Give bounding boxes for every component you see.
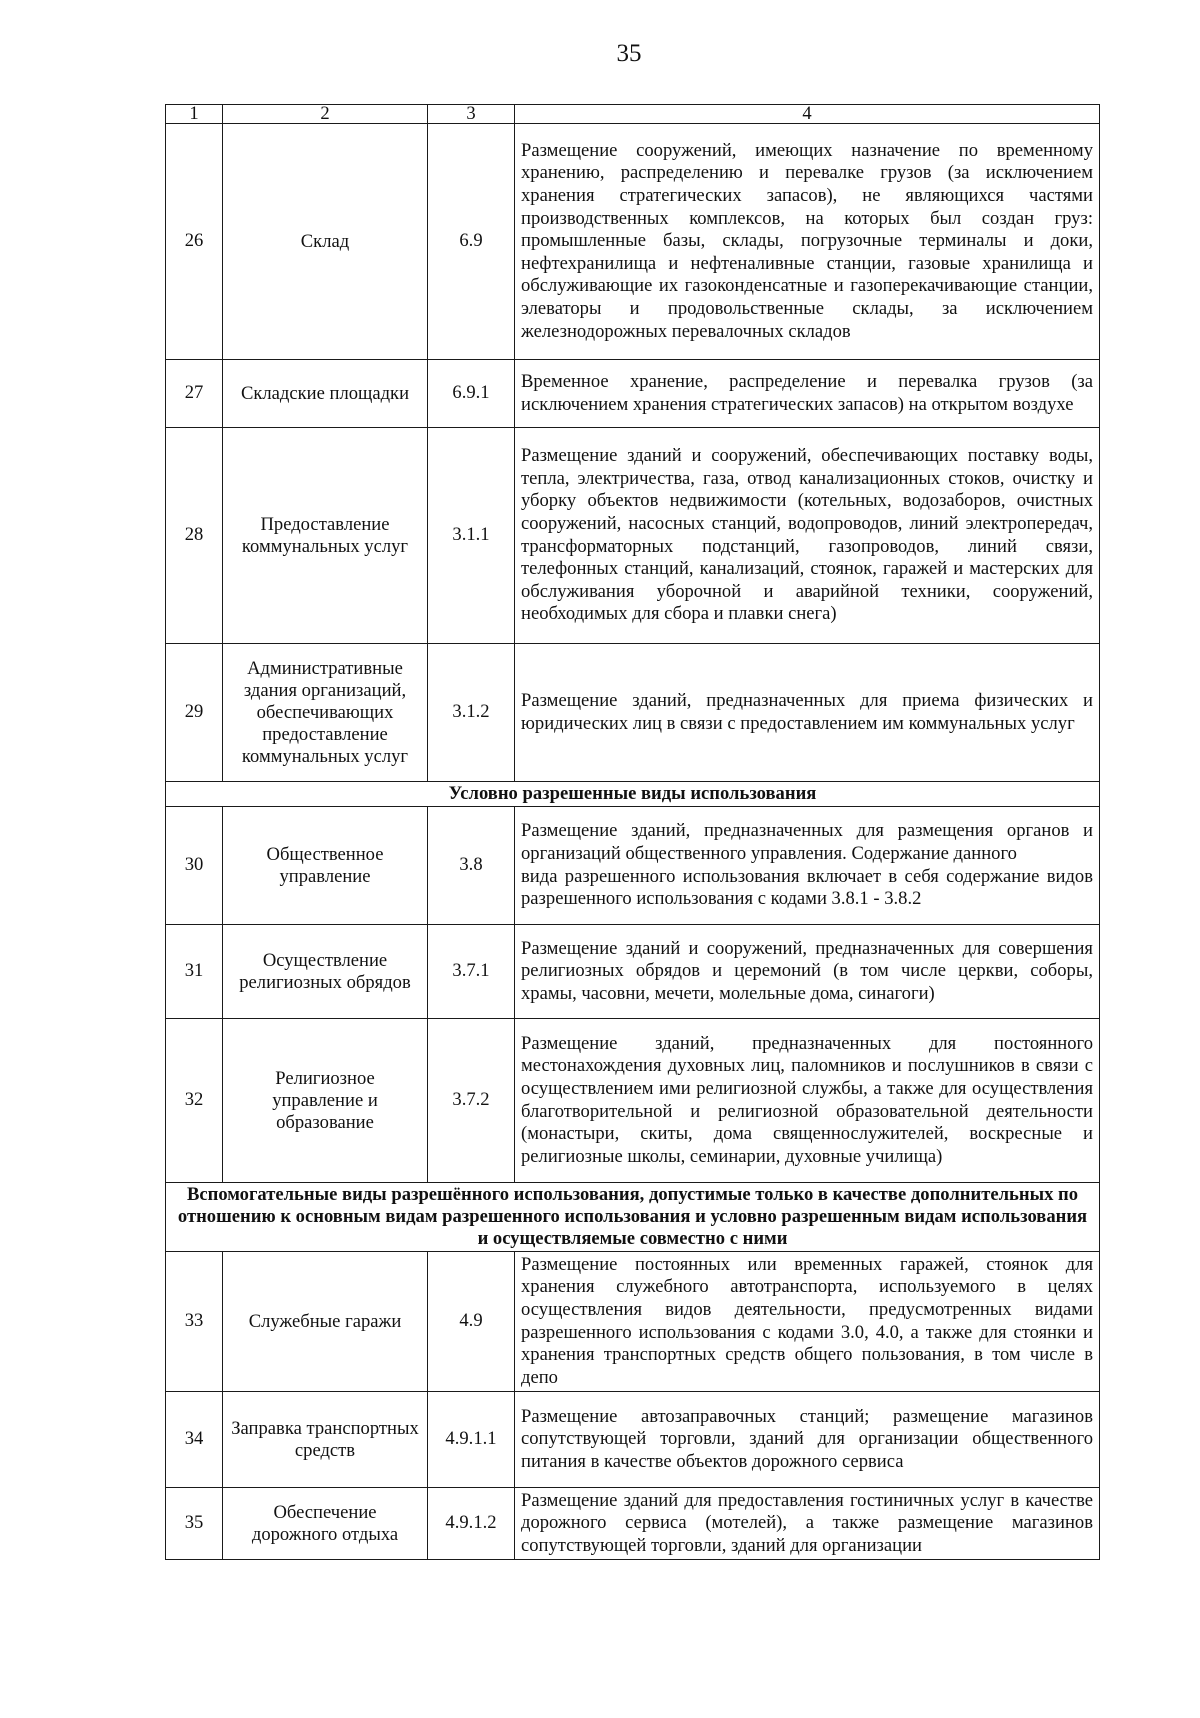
- use-description-part: вида разрешенного использования включает в себя содержание видов разрешенного использования с кодами 3.8.1 - 3.8.2: [521, 865, 1093, 910]
- use-name: Предоставление коммунальных услуг: [223, 428, 428, 644]
- row-number: 30: [166, 807, 223, 925]
- use-name: Служебные гаражи: [223, 1252, 428, 1392]
- use-name: Религиозное управление и образование: [223, 1019, 428, 1183]
- row-number: 28: [166, 428, 223, 644]
- use-name: Общественное управление: [223, 807, 428, 925]
- use-code: 4.9.1.2: [428, 1488, 515, 1560]
- use-description: [515, 807, 1100, 925]
- use-description: Размещение зданий и сооружений, обеспечивающих поставку воды, тепла, электричества, газа, отвод канализационных стоков, очистку и уборку объектов недвижимости (котельных, водозаборов, очистных сооружений, насосных станций, водопроводов, линий электропередач, трансформаторных подстанций, газопроводов, линий связи, телефонных станций, канализаций, стоянок, гаражей и мастерских для обслуживания уборочной и аварийной техники, сооружений, необходимых для сбора и плавки снега): [515, 428, 1100, 644]
- table-row: [166, 1392, 1100, 1488]
- use-description: Размещение сооружений, имеющих назначение по временному хранению, распределению и перевалке грузов (за исключением хранения стратегических запасов), не являющихся частями производственных комплексов, на которых был создан груз: промышленные базы, склады, погрузочные терминалы и доки, нефтехранилища и нефтеналивные станции, газовые хранилища и обслуживающие их газоконденсатные и газоперекачивающие станции, элеваторы и продовольственные склады, за исключением железнодорожных перевалочных складов: [515, 124, 1100, 360]
- row-number: 33: [166, 1252, 223, 1392]
- table-row: [166, 1252, 1100, 1392]
- section-heading-row: [166, 1183, 1100, 1252]
- table-row: [166, 360, 1100, 428]
- use-description: Временное хранение, распределение и перевалка грузов (за исключением хранения стратегических запасов) на открытом воздухе: [515, 360, 1100, 428]
- row-number: 26: [166, 124, 223, 360]
- row-number: 35: [166, 1488, 223, 1560]
- header-col-3: 3: [428, 105, 515, 124]
- use-code: 4.9.1.1: [428, 1392, 515, 1488]
- land-use-table: [165, 104, 1100, 1560]
- table-row: [166, 644, 1100, 782]
- header-col-2: 2: [223, 105, 428, 124]
- section-heading: Условно разрешенные виды использования: [166, 782, 1100, 807]
- use-description: Размещение зданий, предназначенных для постоянного местонахождения духовных лиц, паломников и послушников в связи с осуществлением ими религиозной службы, а также для осуществления благотворительной и религиозной образовательной деятельности (монастыри, скиты, дома священнослужителей, воскресные и религиозные школы, семинарии, духовные училища): [515, 1019, 1100, 1183]
- use-code: 3.7.2: [428, 1019, 515, 1183]
- use-description: Размещение постоянных или временных гаражей, стоянок для хранения служебного автотранспорта, используемого в целях осуществления видов деятельности, предусмотренных видами разрешенного использования с кодами 3.0, 4.0, а также для стоянки и хранения транспортных средств общего пользования, в том числе в депо: [515, 1252, 1100, 1392]
- use-code: 3.1.2: [428, 644, 515, 782]
- row-number: 34: [166, 1392, 223, 1488]
- use-code: 3.7.1: [428, 925, 515, 1019]
- row-number: 29: [166, 644, 223, 782]
- use-code: 6.9.1: [428, 360, 515, 428]
- table-row: [166, 1488, 1100, 1560]
- use-description: Размещение зданий, предназначенных для приема физических и юридических лиц в связи с предоставлением им коммунальных услуг: [515, 644, 1100, 782]
- use-name: Складские площадки: [223, 360, 428, 428]
- use-description-part: Размещение зданий, предназначенных для размещения органов и организаций общественного управления. Содержание данного: [521, 820, 1093, 864]
- table-header-row: [166, 105, 1100, 124]
- use-code: 6.9: [428, 124, 515, 360]
- table-row: [166, 124, 1100, 360]
- use-description: Размещение зданий и сооружений, предназначенных для совершения религиозных обрядов и церемоний (в том числе церкви, соборы, храмы, часовни, мечети, молельные дома, синагоги): [515, 925, 1100, 1019]
- page-number: 35: [616, 40, 642, 67]
- row-number: 32: [166, 1019, 223, 1183]
- use-code: 4.9: [428, 1252, 515, 1392]
- use-name: Склад: [223, 124, 428, 360]
- use-name: Обеспечение дорожного отдыха: [223, 1488, 428, 1560]
- use-code: 3.8: [428, 807, 515, 925]
- use-description: Размещение зданий для предоставления гостиничных услуг в качестве дорожного сервиса (мотелей), а также размещение магазинов сопутствующей торговли, зданий для организации: [515, 1488, 1100, 1560]
- use-code: 3.1.1: [428, 428, 515, 644]
- table-row: [166, 925, 1100, 1019]
- use-name: Осуществление религиозных обрядов: [223, 925, 428, 1019]
- row-number: 27: [166, 360, 223, 428]
- section-heading: Вспомогательные виды разрешённого использования, допустимые только в качестве дополнительных по отношению к основным видам разрешенного использования и условно разрешенным видам использования и осуществляемые совместно с ними: [166, 1183, 1100, 1252]
- table-row: [166, 807, 1100, 925]
- table-row: [166, 428, 1100, 644]
- table-row: [166, 1019, 1100, 1183]
- header-col-1: 1: [166, 105, 223, 124]
- use-name: Административные здания организаций, обеспечивающих предоставление коммунальных услуг: [223, 644, 428, 782]
- use-description: Размещение автозаправочных станций; размещение магазинов сопутствующей торговли, зданий для организации общественного питания в качестве объектов дорожного сервиса: [515, 1392, 1100, 1488]
- header-col-4: 4: [515, 105, 1100, 124]
- section-heading-row: [166, 782, 1100, 807]
- row-number: 31: [166, 925, 223, 1019]
- use-name: Заправка транспортных средств: [223, 1392, 428, 1488]
